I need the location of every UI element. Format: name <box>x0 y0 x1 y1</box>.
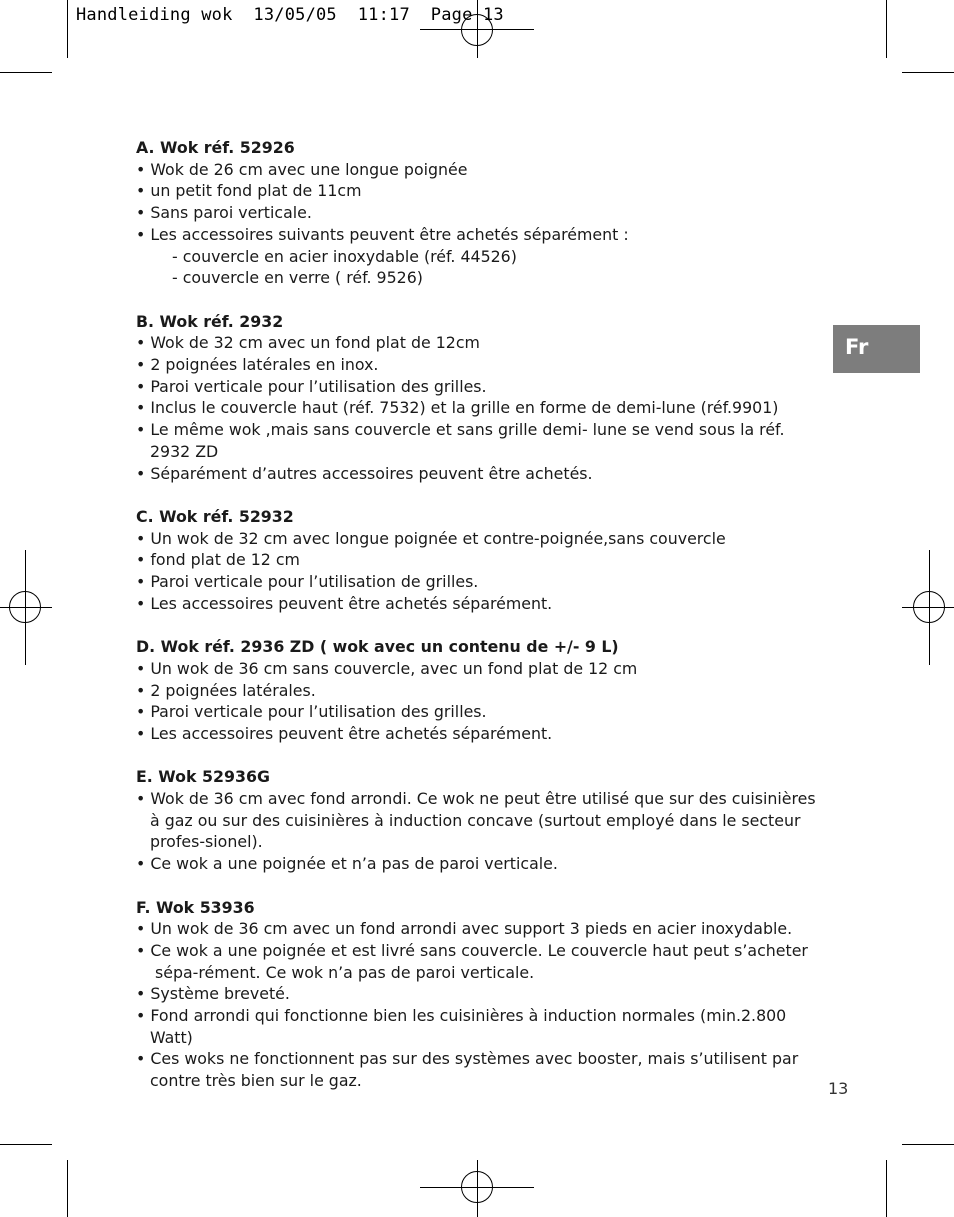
list-item: • Paroi verticale pour l’utilisation des grilles. <box>136 376 487 396</box>
section-title: D. Wok réf. 2936 ZD ( wok avec un contenu de +/- 9 L) <box>136 637 619 657</box>
wok-section <box>136 636 826 745</box>
list-item: • Ce wok a une poignée et n’a pas de paroi verticale. <box>136 854 558 874</box>
list-item: • 2 poignées latérales en inox. <box>136 355 379 375</box>
sub-list-item: - couvercle en verre ( réf. 9526) <box>172 268 423 288</box>
list-item: • Paroi verticale pour l’utilisation de grilles. <box>136 572 479 592</box>
crop-mark <box>902 72 954 73</box>
section-title: C. Wok réf. 52932 <box>136 506 294 526</box>
list-item: • un petit fond plat de 11cm <box>136 181 362 201</box>
wok-section <box>136 506 826 615</box>
wok-section <box>136 137 826 289</box>
crop-mark <box>0 72 52 73</box>
list-item: • fond plat de 12 cm <box>136 550 300 570</box>
list-item: • Les accessoires suivants peuvent être achetés séparément : <box>136 224 629 244</box>
list-item: • 2 poignées latérales. <box>136 680 316 700</box>
registration-mark <box>9 591 41 623</box>
list-item: • Un wok de 36 cm sans couvercle, avec un fond plat de 12 cm <box>136 658 638 678</box>
page-number: 13 <box>828 1079 849 1098</box>
section-title: B. Wok réf. 2932 <box>136 311 284 331</box>
crop-mark <box>67 0 68 58</box>
crop-mark <box>902 1144 954 1145</box>
wok-section <box>136 311 826 485</box>
list-item: • Inclus le couvercle haut (réf. 7532) et la grille en forme de demi-lune (réf.9901) <box>136 398 779 418</box>
list-item: • Séparément d’autres accessoires peuvent être achetés. <box>136 463 593 483</box>
list-item: • Sans paroi verticale. <box>136 203 312 223</box>
list-item: • Paroi verticale pour l’utilisation des grilles. <box>136 702 487 722</box>
list-item: • Wok de 36 cm avec fond arrondi. Ce wok ne peut être utilisé que sur des cuisinières à gaz ou sur des cuisinières à induction concave (surtout employé dans le secteur profes-sionel). <box>136 789 816 852</box>
crop-mark <box>0 1144 52 1145</box>
wok-section <box>136 766 826 875</box>
list-item: • Un wok de 32 cm avec longue poignée et contre-poignée,sans couvercle <box>136 528 726 548</box>
list-item: • Le même wok ,mais sans couvercle et sans grille demi- lune se vend sous la réf. 2932 ZD <box>136 420 785 461</box>
list-item: • Wok de 32 cm avec un fond plat de 12cm <box>136 333 480 353</box>
wok-section <box>136 897 826 1092</box>
crop-mark <box>886 1160 887 1217</box>
sub-list-item: - couvercle en acier inoxydable (réf. 44526) <box>172 246 517 266</box>
crop-mark <box>886 0 887 58</box>
list-item: • Ce wok a une poignée et est livré sans couvercle. Le couvercle haut peut s’acheter sépa-rément. Ce wok n’a pas de paroi verticale. <box>136 940 808 982</box>
list-item: • Ces woks ne fonctionnent pas sur des systèmes avec booster, mais s’utilisent par contre très bien sur le gaz. <box>136 1049 799 1091</box>
list-item: • Système breveté. <box>136 984 290 1004</box>
section-title: F. Wok 53936 <box>136 897 255 917</box>
section-title: A. Wok réf. 52926 <box>136 138 295 157</box>
section-title: E. Wok 52936G <box>136 767 270 787</box>
crop-mark <box>67 1160 68 1217</box>
list-item: • Les accessoires peuvent être achetés séparément. <box>136 723 553 743</box>
language-tab: Fr <box>833 325 920 373</box>
registration-mark <box>461 1171 493 1203</box>
document-body <box>136 137 826 1114</box>
list-item: • Les accessoires peuvent être achetés séparément. <box>136 593 553 613</box>
print-header: Handleiding wok 13/05/05 11:17 Page 13 <box>76 5 504 25</box>
list-item: • Fond arrondi qui fonctionne bien les cuisinières à induction normales (min.2.800 Watt) <box>136 1006 787 1047</box>
list-item: • Wok de 26 cm avec une longue poignée <box>136 159 468 179</box>
list-item: • Un wok de 36 cm avec un fond arrondi avec support 3 pieds en acier inoxydable. <box>136 919 793 939</box>
registration-mark <box>913 591 945 623</box>
